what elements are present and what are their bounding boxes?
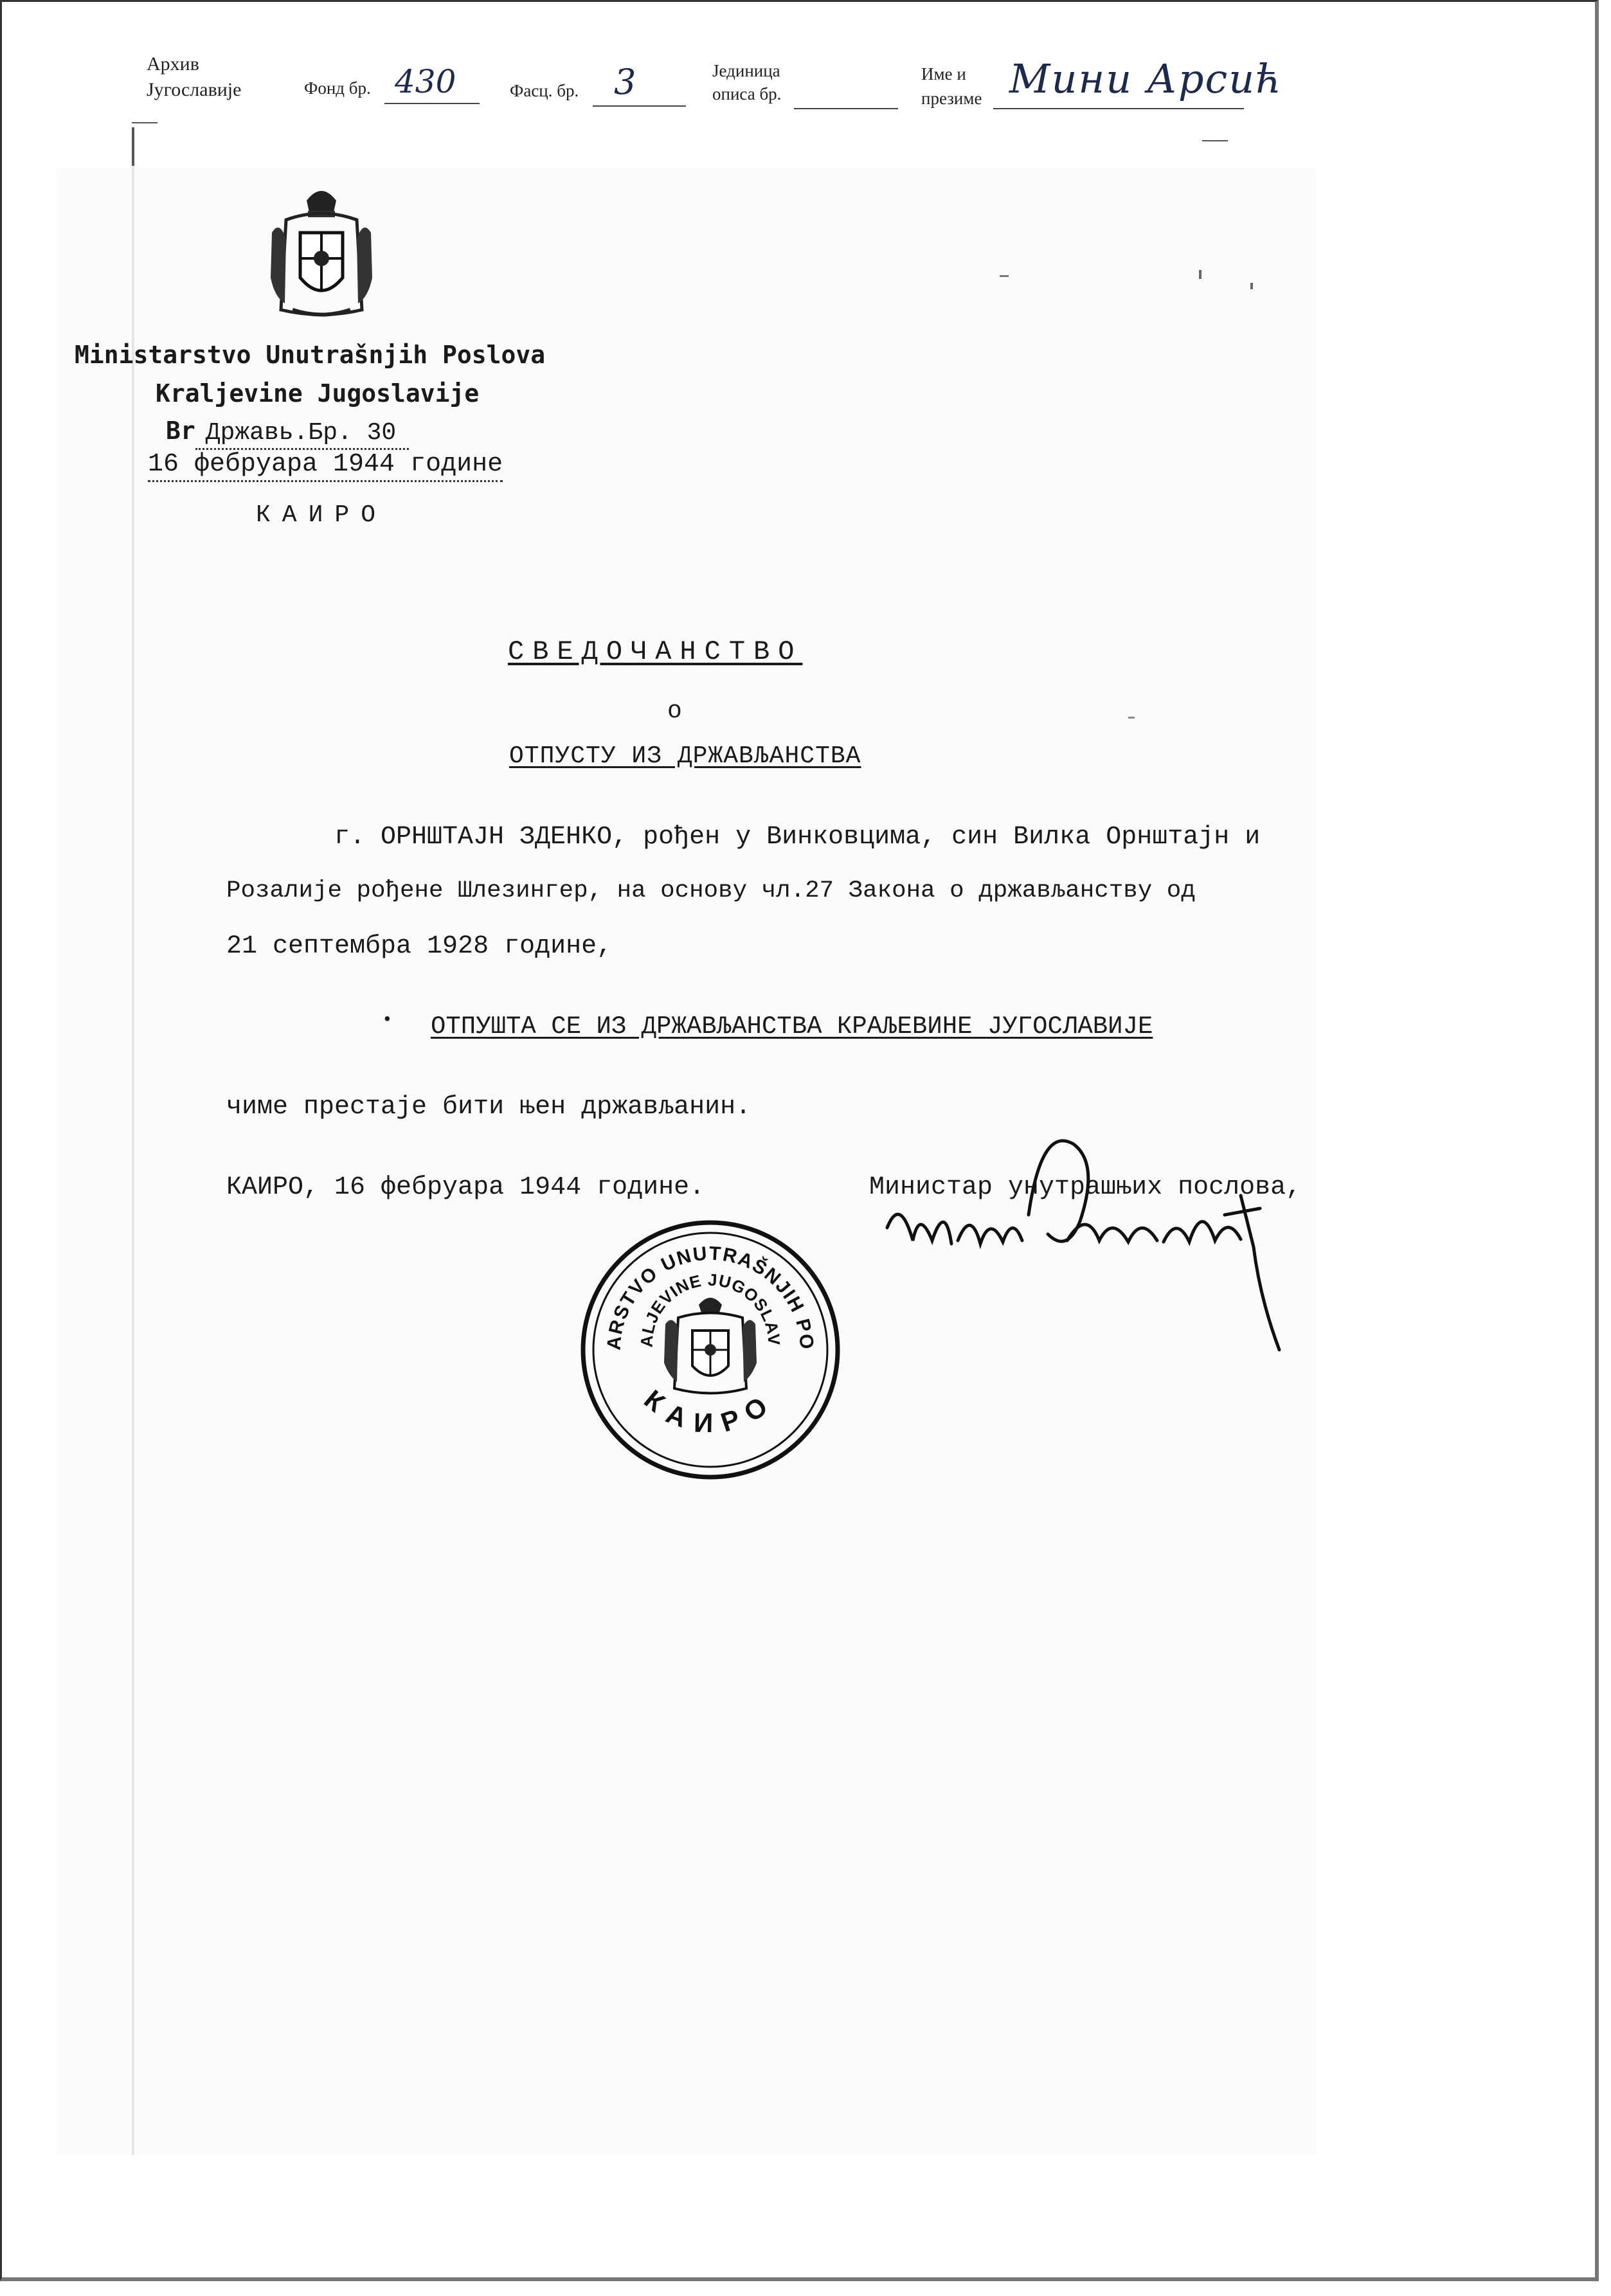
reference-date-value: 16 фебруара 1944 године [148,450,503,482]
official-stamp [575,1215,845,1485]
bullet-mark: • [382,1010,393,1030]
fasc-label: Фасц. бр. [510,81,579,100]
fond-label: Фонд бр. [304,78,371,98]
place-and-date: КАИРО, 16 фебруара 1944 године. [226,1173,705,1202]
unit-label-line1: Јединица [712,61,780,80]
paragraph-line-1: г. ОРНШТАЈН ЗДЕНКО, рођен у Винковцима, син Вилка Орнштајн и [334,823,1261,852]
stamp-inner-text: ALJEVINE JUGOSLAV [636,1269,784,1348]
letterhead-city: КАИРО [256,501,388,529]
ministry-name: Ministarstvo Unutrašnjih Poslova [75,341,546,369]
consequence-statement: чиме престаје бити њен држављанин. [226,1093,752,1122]
title-connector: о [667,697,682,725]
unit-line [794,108,898,109]
svg-text:КАИРО [638,1384,782,1439]
archive-name-line2: Југославије [147,79,242,100]
scan-speck [1199,270,1202,279]
scan-speck [1250,283,1253,289]
stamp-outer-text: ARSTVO UNUTRAŠNJIH PO [603,1242,818,1351]
name-label-line1: Име и [921,64,966,84]
signatory-title: Министар унутрашњих послова, [869,1173,1302,1202]
paragraph-line-2: Розалије рођене Шлезингер, на основу чл.27 Закона о држављанству од [226,877,1196,904]
minister-signature [874,1118,1292,1363]
divider [1202,140,1228,141]
reference-number [166,417,409,447]
fond-line [384,103,480,104]
name-label-line2: презиме [921,89,982,108]
document-subtitle: ОТПУСТУ ИЗ ДРЖАВЉАНСТВА [509,742,861,770]
archive-header [147,51,241,103]
stamp-coat-of-arms-icon [664,1298,757,1394]
fasc-value: 3 [614,62,636,102]
kingdom-name: Kraljevine Jugoslavije [156,379,480,408]
fasc-line [593,105,686,107]
paragraph-line-3: 21 септембра 1928 године, [226,932,613,961]
fond-value: 430 [395,63,456,100]
scan-speck [1128,717,1135,719]
document-title: СВЕДОЧАНСТВО [508,636,803,667]
reference-prefix: Br [166,417,195,445]
reference-value: Државь.Бр. 30 [195,419,409,450]
unit-label [712,59,781,105]
scan-edge [132,166,134,2155]
name-line [993,108,1244,109]
name-value: Мини Арсић [1009,55,1283,102]
stamp-bottom-text: КАИРО [638,1383,782,1439]
scan-speck [1000,275,1009,277]
margin-rule [132,127,134,166]
divider [132,122,158,123]
royal-coat-of-arms-icon [260,181,382,323]
archive-name-line1: Архив [147,53,199,75]
reference-date [148,450,503,479]
unit-label-line2: описа бр. [712,84,782,103]
name-label [921,62,982,111]
decision-statement: ОТПУШТА СЕ ИЗ ДРЖАВЉАНСТВА КРАЉЕВИНЕ ЈУГОСЛАВИЈЕ [431,1012,1153,1041]
